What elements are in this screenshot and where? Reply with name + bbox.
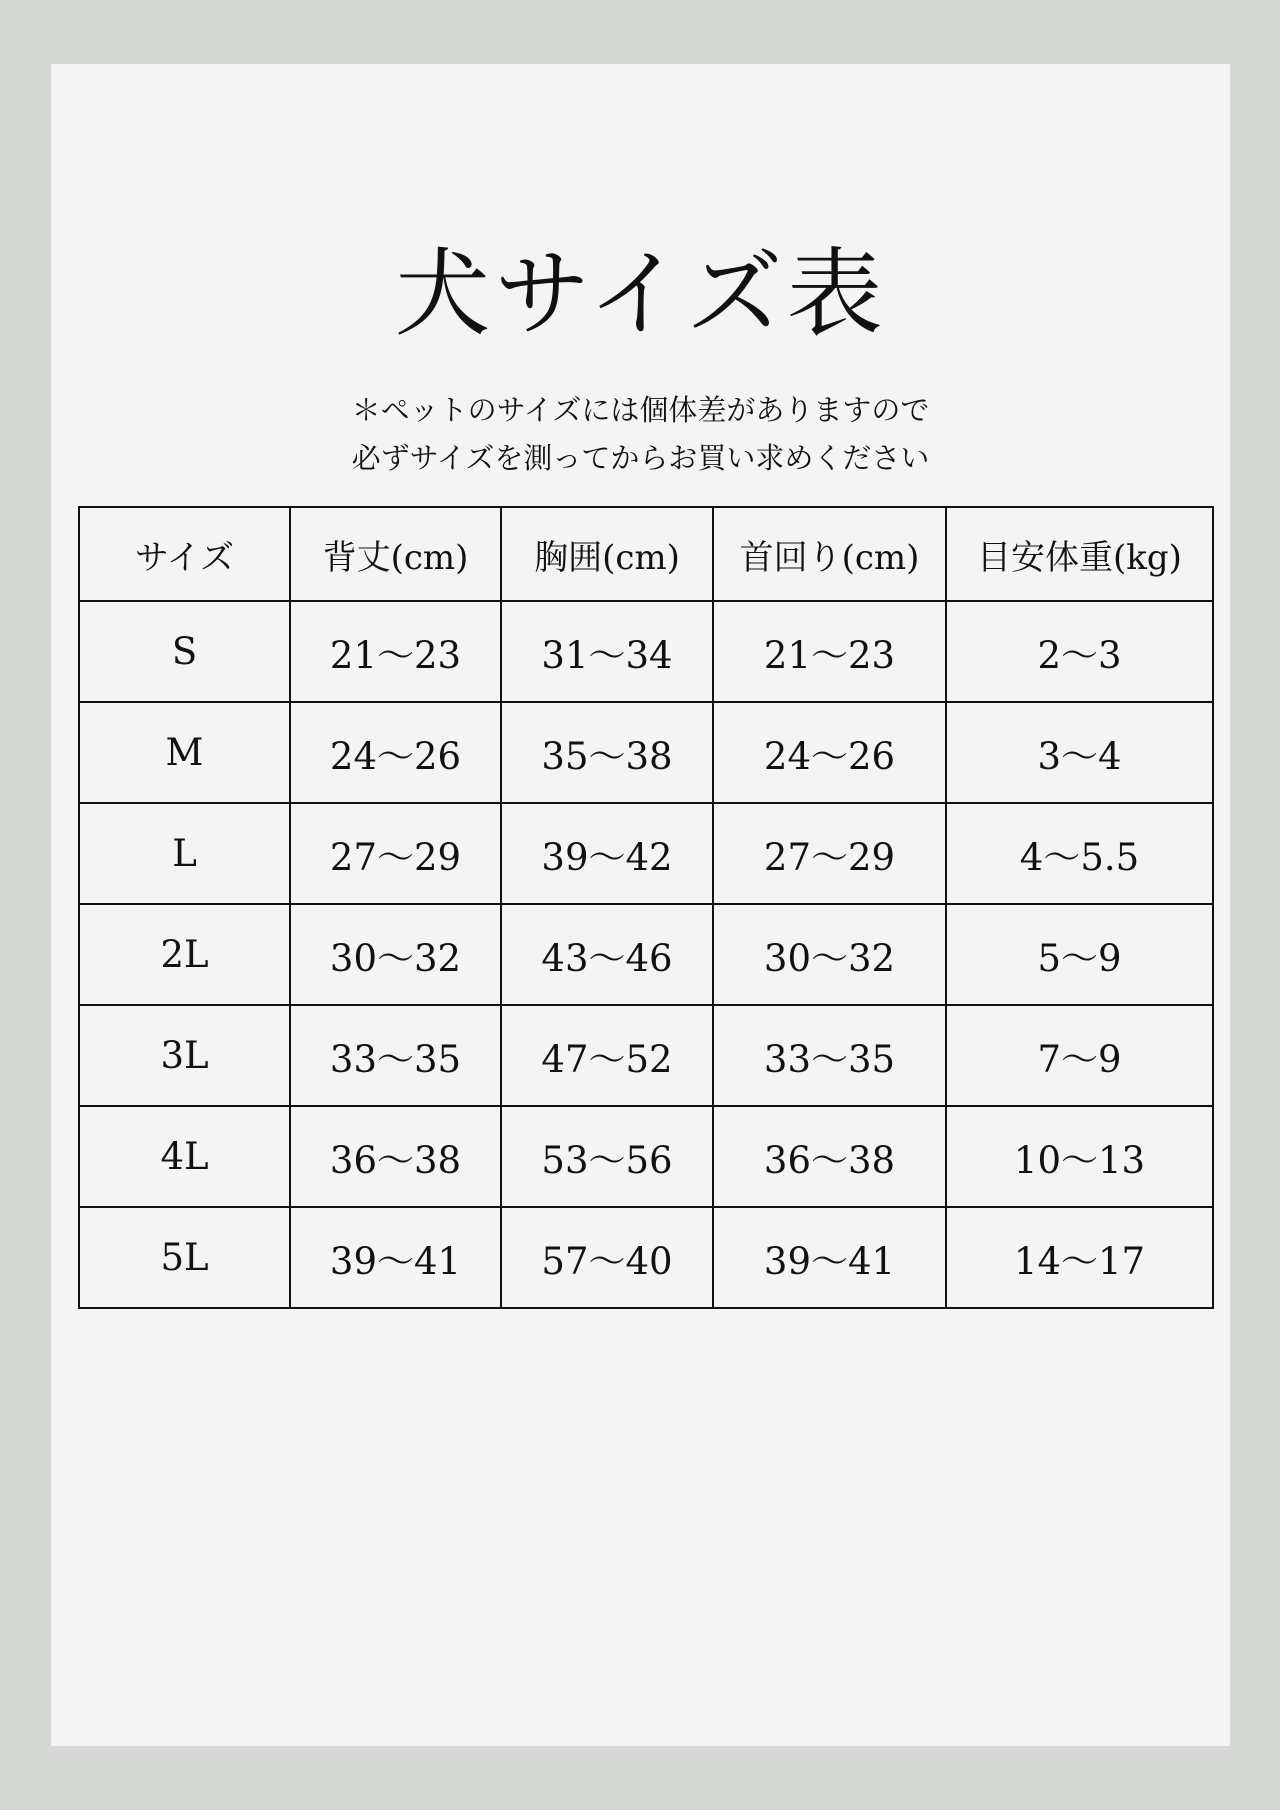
- cell-weight: 4～5.5: [946, 803, 1213, 904]
- header-back-length: 背丈(cm): [290, 507, 501, 601]
- cell-neck: 24～26: [713, 702, 946, 803]
- cell-back-length: 27～29: [290, 803, 501, 904]
- cell-size: 5L: [79, 1207, 290, 1308]
- cell-back-length: 24～26: [290, 702, 501, 803]
- cell-weight: 2～3: [946, 601, 1213, 702]
- table-row: [79, 1005, 1213, 1106]
- table-header-row: [79, 507, 1213, 601]
- cell-chest: 57～40: [501, 1207, 713, 1308]
- cell-neck: 36～38: [713, 1106, 946, 1207]
- header-neck: 首回り(cm): [713, 507, 946, 601]
- cell-weight: 10～13: [946, 1106, 1213, 1207]
- cell-chest: 47～52: [501, 1005, 713, 1106]
- cell-size: 2L: [79, 904, 290, 1005]
- header-chest: 胸囲(cm): [501, 507, 713, 601]
- cell-size: M: [79, 702, 290, 803]
- cell-size: 3L: [79, 1005, 290, 1106]
- cell-size: L: [79, 803, 290, 904]
- table-row: [79, 601, 1213, 702]
- cell-chest: 53～56: [501, 1106, 713, 1207]
- table-row: [79, 803, 1213, 904]
- note-line-2: 必ずサイズを測ってからお買い求めください: [351, 441, 930, 475]
- cell-weight: 5～9: [946, 904, 1213, 1005]
- header-weight: 目安体重(kg): [946, 507, 1213, 601]
- header-size: サイズ: [79, 507, 290, 601]
- cell-chest: 43～46: [501, 904, 713, 1005]
- cell-size: S: [79, 601, 290, 702]
- cell-back-length: 33～35: [290, 1005, 501, 1106]
- cell-size: 4L: [79, 1106, 290, 1207]
- cell-weight: 7～9: [946, 1005, 1213, 1106]
- cell-back-length: 21～23: [290, 601, 501, 702]
- cell-neck: 30～32: [713, 904, 946, 1005]
- cell-neck: 39～41: [713, 1207, 946, 1308]
- cell-neck: 27～29: [713, 803, 946, 904]
- table-row: [79, 904, 1213, 1005]
- note-line-1: ＊ペットのサイズには個体差がありますので: [351, 393, 930, 427]
- cell-weight: 14～17: [946, 1207, 1213, 1308]
- size-table: [78, 506, 1214, 1309]
- cell-back-length: 36～38: [290, 1106, 501, 1207]
- cell-back-length: 39～41: [290, 1207, 501, 1308]
- cell-chest: 35～38: [501, 702, 713, 803]
- cell-back-length: 30～32: [290, 904, 501, 1005]
- cell-chest: 31～34: [501, 601, 713, 702]
- table-row: [79, 702, 1213, 803]
- page-title: 犬サイズ表: [394, 238, 887, 350]
- cell-weight: 3～4: [946, 702, 1213, 803]
- table-row: [79, 1106, 1213, 1207]
- cell-neck: 33～35: [713, 1005, 946, 1106]
- table-row: [79, 1207, 1213, 1308]
- cell-chest: 39～42: [501, 803, 713, 904]
- cell-neck: 21～23: [713, 601, 946, 702]
